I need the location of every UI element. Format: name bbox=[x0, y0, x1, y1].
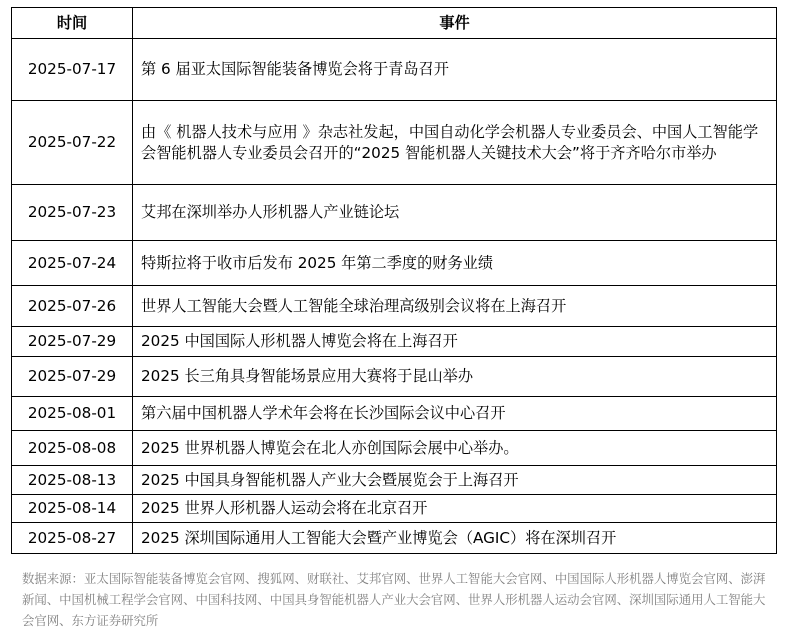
table-row bbox=[12, 185, 777, 241]
row-date: 2025-07-26 bbox=[12, 286, 133, 327]
source-note: 数据来源：亚太国际智能装备博览会官网、搜狐网、财联社、艾邦官网、世界人工智能大会官网、中国国际人形机器人博览会官网、澎湃新闻、中国机械工程学会官网、中国科技网、中国具身智能机器人产业大会官网、世界人形机器人运动会官网、深圳国际通用人工智能大会官网、东方证券研究所 bbox=[22, 571, 766, 628]
table-row bbox=[12, 431, 777, 466]
row-date: 2025-07-22 bbox=[12, 101, 133, 185]
table-row bbox=[12, 327, 777, 357]
table-row bbox=[12, 466, 777, 495]
table-row bbox=[12, 101, 777, 185]
header-date: 时间 bbox=[12, 8, 133, 39]
row-date: 2025-08-14 bbox=[12, 495, 133, 523]
row-event: 艾邦在深圳举办人形机器人产业链论坛 bbox=[133, 185, 777, 241]
table-row bbox=[12, 286, 777, 327]
row-date: 2025-07-17 bbox=[12, 39, 133, 101]
table-row bbox=[12, 357, 777, 397]
table-header-row bbox=[12, 8, 777, 39]
row-event: 2025 中国具身智能机器人产业大会暨展览会于上海召开 bbox=[133, 466, 777, 495]
events-table bbox=[11, 7, 777, 554]
row-event: 世界人工智能大会暨人工智能全球治理高级别会议将在上海召开 bbox=[133, 286, 777, 327]
row-event: 2025 长三角具身智能场景应用大赛将于昆山举办 bbox=[133, 357, 777, 397]
row-date: 2025-07-24 bbox=[12, 241, 133, 286]
row-date: 2025-08-13 bbox=[12, 466, 133, 495]
row-event: 2025 深圳国际通用人工智能大会暨产业博览会（AGIC）将在深圳召开 bbox=[133, 523, 777, 554]
row-date: 2025-08-27 bbox=[12, 523, 133, 554]
row-date: 2025-08-08 bbox=[12, 431, 133, 466]
row-event: 2025 世界人形机器人运动会将在北京召开 bbox=[133, 495, 777, 523]
table-row bbox=[12, 397, 777, 431]
row-date: 2025-07-29 bbox=[12, 327, 133, 357]
table-row bbox=[12, 39, 777, 101]
row-event: 2025 世界机器人博览会在北人亦创国际会展中心举办。 bbox=[133, 431, 777, 466]
row-event: 特斯拉将于收市后发布 2025 年第二季度的财务业绩 bbox=[133, 241, 777, 286]
table-row bbox=[12, 523, 777, 554]
row-date: 2025-07-29 bbox=[12, 357, 133, 397]
row-date: 2025-08-01 bbox=[12, 397, 133, 431]
row-date: 2025-07-23 bbox=[12, 185, 133, 241]
table-row bbox=[12, 495, 777, 523]
row-event: 2025 中国国际人形机器人博览会将在上海召开 bbox=[133, 327, 777, 357]
row-event: 由《 机器人技术与应用 》杂志社发起，中国自动化学会机器人专业委员会、中国人工智能学会智能机器人专业委员会召开的“2025 智能机器人关键技术大会”将于齐齐哈尔市举办 bbox=[133, 101, 777, 185]
row-event: 第六届中国机器人学术年会将在长沙国际会议中心召开 bbox=[133, 397, 777, 431]
table-row bbox=[12, 241, 777, 286]
header-event: 事件 bbox=[133, 8, 777, 39]
row-event: 第 6 届亚太国际智能装备博览会将于青岛召开 bbox=[133, 39, 777, 101]
